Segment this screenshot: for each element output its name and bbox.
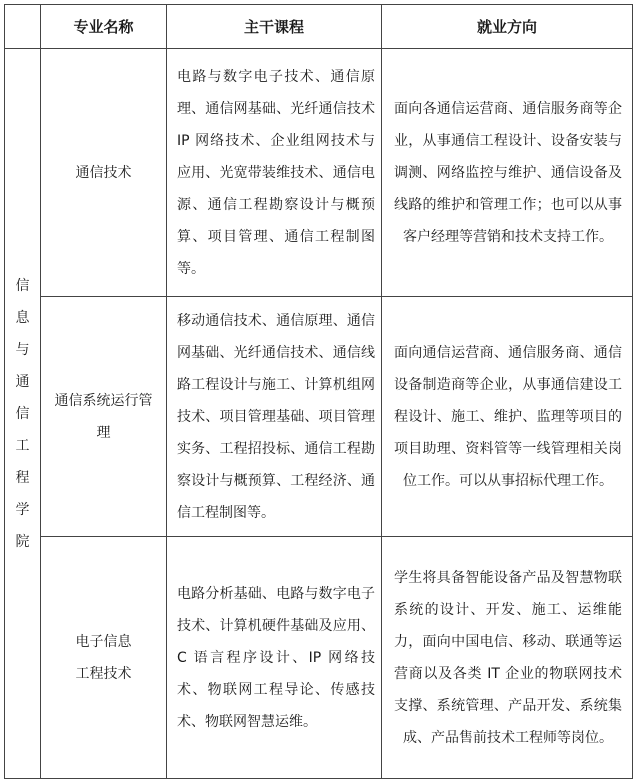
college-char: 与	[15, 341, 30, 358]
program-table	[4, 4, 633, 779]
header-courses: 主干课程	[167, 5, 382, 49]
career-direction: 学生将具备智能设备产品及智慧物联系统的设计、开发、施工、运维能力，面向中国电信、移动、联通等运营商以及各类 IT 企业的物联网技术支撑、系统管理、产品开发、系统集成、产品售前技术工程师等岗位。	[382, 537, 633, 779]
college-char: 信	[15, 405, 30, 422]
major-name: 通信技术	[41, 49, 167, 297]
major-name-line: 电子信息	[75, 633, 132, 650]
career-direction: 面向各通信运营商、通信服务商等企业，从事通信工程设计、设备安装与调测、网络监控与维护、通信设备及线路的维护和管理工作；也可以从事客户经理等营销和技术支持工作。	[382, 49, 633, 297]
header-row	[5, 5, 633, 49]
college-char: 学	[15, 501, 30, 518]
header-careers: 就业方向	[382, 5, 633, 49]
college-char: 院	[15, 533, 30, 550]
table-row	[5, 537, 633, 779]
major-name: 通信系统运行管理	[41, 297, 167, 537]
college-name	[5, 270, 40, 558]
major-name-line: 工程技术	[75, 665, 132, 682]
college-char: 程	[15, 469, 30, 486]
corner-cell	[5, 5, 41, 49]
college-char: 工	[15, 437, 30, 454]
major-name	[41, 537, 167, 779]
career-direction: 面向通信运营商、通信服务商、通信设备制造商等企业，从事通信建设工程设计、施工、维护、监理等项目的项目助理、资料管等一线管理相关岗位工作。可以从事招标代理工作。	[382, 297, 633, 537]
table-row	[5, 49, 633, 297]
college-char: 通	[15, 373, 30, 390]
header-major: 专业名称	[41, 5, 167, 49]
table-row	[5, 297, 633, 537]
college-cell	[5, 49, 41, 779]
main-courses: 电路与数字电子技术、通信原理、通信网基础、光纤通信技术 IP 网络技术、企业组网技术与应用、光宽带装维技术、通信电源、通信工程勘察设计与概预算、项目管理、通信工程制图等。	[167, 49, 382, 297]
main-courses: 电路分析基础、电路与数字电子技术、计算机硬件基础及应用、C 语言程序设计、IP 网络技术、物联网工程导论、传感技术、物联网智慧运维。	[167, 537, 382, 779]
college-char: 信	[15, 277, 30, 294]
college-char: 息	[15, 309, 30, 326]
main-courses: 移动通信技术、通信原理、通信网基础、光纤通信技术、通信线路工程设计与施工、计算机组网技术、项目管理基础、项目管理实务、工程招投标、通信工程勘察设计与概预算、工程经济、通信工程制图等。	[167, 297, 382, 537]
